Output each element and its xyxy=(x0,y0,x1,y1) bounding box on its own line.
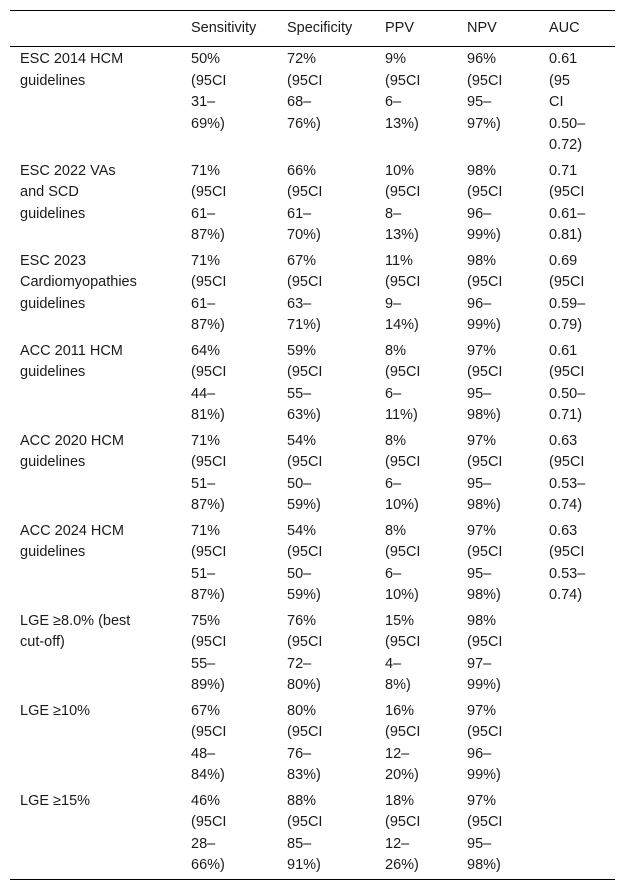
ppv-cell-line: 11%) xyxy=(385,407,418,423)
auc-cell xyxy=(539,699,615,789)
table-row xyxy=(10,789,615,880)
npv-cell xyxy=(457,429,539,519)
npv-cell xyxy=(457,47,539,159)
ppv-cell-line: 4– xyxy=(385,655,402,672)
sensitivity-cell-line: 75% xyxy=(191,612,221,629)
npv-cell-line: 95– xyxy=(467,835,492,852)
npv-cell-line: 95– xyxy=(467,94,492,110)
npv-cell-line: 96– xyxy=(467,295,492,312)
table-row xyxy=(10,519,615,609)
specificity-cell-line: 80%) xyxy=(287,677,321,693)
sensitivity-cell-line: (95CI xyxy=(191,634,227,650)
specificity-cell-line: 91%) xyxy=(287,857,321,873)
specificity-cell-line: 59% xyxy=(287,342,317,359)
criteria-cell xyxy=(10,789,181,880)
auc-cell-line: 0.74) xyxy=(549,497,583,513)
specificity-cell-line: 76% xyxy=(287,612,317,629)
ppv-cell-line: (95CI xyxy=(385,274,421,290)
criteria-cell xyxy=(10,159,181,249)
ppv-cell-line: 20%) xyxy=(385,767,419,783)
specificity-cell-line: 67% xyxy=(287,252,317,269)
ppv-cell xyxy=(375,339,457,429)
ppv-cell-line: 12– xyxy=(385,745,410,762)
npv-cell-line: 98% xyxy=(467,162,497,179)
npv-cell-line: 97– xyxy=(467,655,492,672)
criteria-cell-line: ACC 2024 HCM xyxy=(20,522,124,539)
auc-cell-line: 0.61 xyxy=(549,342,578,359)
table-row xyxy=(10,609,615,699)
criteria-cell xyxy=(10,47,181,159)
sensitivity-cell xyxy=(181,249,277,339)
sensitivity-cell-line: 50% xyxy=(191,51,221,67)
auc-cell-line: 0.61 xyxy=(549,51,578,67)
table-row xyxy=(10,699,615,789)
npv-cell xyxy=(457,789,539,880)
sensitivity-cell-line: (95CI xyxy=(191,544,227,560)
sensitivity-cell-line: 87%) xyxy=(191,317,225,333)
ppv-cell-line: (95CI xyxy=(385,814,421,830)
npv-cell-line: 95– xyxy=(467,385,492,402)
npv-cell-line: 97% xyxy=(467,342,497,359)
npv-cell-line: 98% xyxy=(467,612,497,629)
specificity-cell-line: 54% xyxy=(287,432,317,449)
auc-cell xyxy=(539,789,615,880)
ppv-cell-line: 8% xyxy=(385,432,406,449)
ppv-cell-line: (95CI xyxy=(385,454,421,470)
specificity-cell xyxy=(277,339,375,429)
auc-cell-line: 0.69 xyxy=(549,252,578,269)
auc-cell xyxy=(539,159,615,249)
sensitivity-cell-line: 69%) xyxy=(191,115,225,132)
specificity-cell xyxy=(277,699,375,789)
results-table-container xyxy=(10,10,615,880)
auc-cell-line: 0.53– xyxy=(549,565,586,582)
specificity-cell-line: 85– xyxy=(287,835,312,852)
table-row xyxy=(10,47,615,159)
auc-cell-line: (95CI xyxy=(549,274,585,290)
sensitivity-cell xyxy=(181,519,277,609)
ppv-cell-line: 10%) xyxy=(385,497,419,513)
ppv-cell-line: 9% xyxy=(385,51,406,67)
npv-cell-line: 97% xyxy=(467,702,497,719)
ppv-cell-line: 8% xyxy=(385,342,406,359)
specificity-cell-line: (95CI xyxy=(287,274,323,290)
auc-cell-line: 0.59– xyxy=(549,295,586,312)
npv-cell-line: 97% xyxy=(467,522,497,539)
sensitivity-cell xyxy=(181,699,277,789)
auc-cell-line: 0.71) xyxy=(549,407,583,423)
ppv-cell xyxy=(375,519,457,609)
specificity-cell xyxy=(277,429,375,519)
npv-cell-line: 99%) xyxy=(467,767,501,783)
npv-cell-line: (95CI xyxy=(467,184,503,200)
npv-cell-line: 97% xyxy=(467,432,497,449)
sensitivity-cell-line: 67% xyxy=(191,702,221,719)
specificity-cell-line: 88% xyxy=(287,792,317,809)
ppv-cell-line: (95CI xyxy=(385,724,421,740)
npv-cell-line: (95CI xyxy=(467,364,503,380)
specificity-cell xyxy=(277,609,375,699)
ppv-cell-line: (95CI xyxy=(385,544,421,560)
sensitivity-cell-line: (95CI xyxy=(191,814,227,830)
sensitivity-cell-line: 48– xyxy=(191,745,216,762)
ppv-cell-line: 18% xyxy=(385,792,415,809)
sensitivity-cell-line: 55– xyxy=(191,655,216,672)
criteria-cell-line: LGE ≥10% xyxy=(20,702,91,719)
ppv-cell xyxy=(375,429,457,519)
sensitivity-cell-line: 28– xyxy=(191,835,216,852)
criteria-cell-line: ACC 2011 HCM xyxy=(20,342,123,359)
ppv-cell-line: 11% xyxy=(385,252,413,269)
ppv-cell-line: 13%) xyxy=(385,115,419,132)
npv-cell-line: 96% xyxy=(467,51,497,67)
specificity-cell-line: 63– xyxy=(287,295,312,312)
diagnostic-performance-table xyxy=(10,10,615,880)
npv-cell-line: 96– xyxy=(467,205,492,222)
auc-cell-line: 0.71 xyxy=(549,162,578,179)
sensitivity-cell-line: 64% xyxy=(191,342,221,359)
sensitivity-cell-line: 51– xyxy=(191,565,216,582)
auc-cell-line: (95 xyxy=(549,72,570,89)
npv-cell-line: 99%) xyxy=(467,677,501,693)
ppv-cell-line: (95CI xyxy=(385,72,421,89)
criteria-cell-line: guidelines xyxy=(20,295,86,312)
ppv-cell-line: 8% xyxy=(385,522,406,539)
ppv-cell xyxy=(375,609,457,699)
ppv-cell xyxy=(375,159,457,249)
auc-cell-line: 0.63 xyxy=(549,432,578,449)
specificity-cell-line: (95CI xyxy=(287,184,323,200)
specificity-cell-line: 72– xyxy=(287,655,312,672)
ppv-cell-line: 6– xyxy=(385,94,402,110)
specificity-cell-line: 72% xyxy=(287,51,317,67)
sensitivity-cell-line: 61– xyxy=(191,205,216,222)
sensitivity-cell-line: 87%) xyxy=(191,497,225,513)
header-ppv: PPV xyxy=(375,11,457,47)
specificity-cell-line: (95CI xyxy=(287,364,323,380)
ppv-cell-line: (95CI xyxy=(385,184,421,200)
auc-cell-line: 0.79) xyxy=(549,317,583,333)
specificity-cell xyxy=(277,789,375,880)
table-row xyxy=(10,159,615,249)
sensitivity-cell-line: 87%) xyxy=(191,227,225,243)
criteria-cell-line: guidelines xyxy=(20,364,86,380)
npv-cell-line: 97%) xyxy=(467,115,501,132)
specificity-cell-line: (95CI xyxy=(287,72,323,89)
criteria-cell xyxy=(10,249,181,339)
criteria-cell xyxy=(10,339,181,429)
auc-cell-line: (95CI xyxy=(549,364,585,380)
npv-cell-line: 97% xyxy=(467,792,497,809)
auc-cell xyxy=(539,519,615,609)
auc-cell-line: 0.72) xyxy=(549,137,583,153)
ppv-cell xyxy=(375,249,457,339)
npv-cell-line: (95CI xyxy=(467,454,503,470)
specificity-cell-line: (95CI xyxy=(287,544,323,560)
sensitivity-cell-line: 87%) xyxy=(191,587,225,603)
header-sensitivity: Sensitivity xyxy=(181,11,277,47)
specificity-cell-line: 83%) xyxy=(287,767,321,783)
table-row xyxy=(10,249,615,339)
sensitivity-cell xyxy=(181,789,277,880)
criteria-cell-line: guidelines xyxy=(20,454,86,470)
npv-cell-line: (95CI xyxy=(467,72,503,89)
sensitivity-cell-line: 71% xyxy=(191,162,221,179)
specificity-cell-line: (95CI xyxy=(287,634,323,650)
sensitivity-cell-line: 71% xyxy=(191,252,221,269)
specificity-cell-line: 55– xyxy=(287,385,312,402)
auc-cell-line: (95CI xyxy=(549,184,585,200)
specificity-cell-line: 68– xyxy=(287,94,312,110)
specificity-cell-line: 66% xyxy=(287,162,317,179)
npv-cell-line: 98%) xyxy=(467,587,501,603)
npv-cell-line: 98% xyxy=(467,252,497,269)
ppv-cell-line: 13%) xyxy=(385,227,419,243)
sensitivity-cell xyxy=(181,159,277,249)
criteria-cell-line: cut-off) xyxy=(20,634,65,650)
npv-cell-line: 95– xyxy=(467,475,492,492)
ppv-cell-line: (95CI xyxy=(385,634,421,650)
criteria-cell-line: guidelines xyxy=(20,544,86,560)
sensitivity-cell-line: 61– xyxy=(191,295,216,312)
specificity-cell-line: 59%) xyxy=(287,497,321,513)
sensitivity-cell-line: 46% xyxy=(191,792,221,809)
sensitivity-cell-line: (95CI xyxy=(191,72,227,89)
header-npv: NPV xyxy=(457,11,539,47)
npv-cell xyxy=(457,609,539,699)
criteria-cell-line: Cardiomyopathies xyxy=(20,274,137,290)
sensitivity-cell-line: (95CI xyxy=(191,184,227,200)
criteria-cell xyxy=(10,519,181,609)
npv-cell-line: (95CI xyxy=(467,274,503,290)
ppv-cell xyxy=(375,47,457,159)
sensitivity-cell-line: (95CI xyxy=(191,364,227,380)
sensitivity-cell-line: (95CI xyxy=(191,274,227,290)
sensitivity-cell xyxy=(181,47,277,159)
ppv-cell-line: 14%) xyxy=(385,317,419,333)
specificity-cell xyxy=(277,159,375,249)
npv-cell xyxy=(457,339,539,429)
sensitivity-cell-line: 44– xyxy=(191,385,216,402)
npv-cell xyxy=(457,519,539,609)
npv-cell-line: 98%) xyxy=(467,497,501,513)
npv-cell-line: 99%) xyxy=(467,317,501,333)
sensitivity-cell-line: 71% xyxy=(191,522,221,539)
header-auc: AUC xyxy=(539,11,615,47)
sensitivity-cell-line: 66%) xyxy=(191,857,225,873)
ppv-cell-line: 9– xyxy=(385,295,402,312)
auc-cell-line: (95CI xyxy=(549,544,585,560)
ppv-cell-line: 6– xyxy=(385,475,402,492)
npv-cell xyxy=(457,699,539,789)
specificity-cell-line: 80% xyxy=(287,702,317,719)
ppv-cell xyxy=(375,789,457,880)
sensitivity-cell-line: 84%) xyxy=(191,767,225,783)
specificity-cell xyxy=(277,47,375,159)
specificity-cell-line: 70%) xyxy=(287,227,321,243)
auc-cell xyxy=(539,429,615,519)
ppv-cell-line: 12– xyxy=(385,835,410,852)
specificity-cell xyxy=(277,249,375,339)
npv-cell-line: 95– xyxy=(467,565,492,582)
auc-cell xyxy=(539,609,615,699)
auc-cell xyxy=(539,249,615,339)
specificity-cell-line: (95CI xyxy=(287,814,323,830)
criteria-cell-line: guidelines xyxy=(20,205,86,222)
npv-cell xyxy=(457,159,539,249)
ppv-cell-line: 10%) xyxy=(385,587,419,603)
ppv-cell-line: 8– xyxy=(385,205,402,222)
sensitivity-cell-line: 31– xyxy=(191,94,216,110)
auc-cell-line: 0.63 xyxy=(549,522,578,539)
sensitivity-cell-line: (95CI xyxy=(191,454,227,470)
sensitivity-cell xyxy=(181,609,277,699)
specificity-cell-line: 61– xyxy=(287,205,312,222)
criteria-cell-line: LGE ≥15% xyxy=(20,792,91,809)
auc-cell-line: 0.74) xyxy=(549,587,583,603)
specificity-cell-line: 54% xyxy=(287,522,317,539)
criteria-cell xyxy=(10,699,181,789)
specificity-cell-line: 63%) xyxy=(287,407,321,423)
ppv-cell xyxy=(375,699,457,789)
sensitivity-cell-line: 89%) xyxy=(191,677,225,693)
table-body xyxy=(10,47,615,880)
criteria-cell xyxy=(10,609,181,699)
npv-cell-line: 99%) xyxy=(467,227,501,243)
specificity-cell xyxy=(277,519,375,609)
auc-cell xyxy=(539,47,615,159)
criteria-cell-line: guidelines xyxy=(20,72,86,89)
auc-cell-line: 0.81) xyxy=(549,227,583,243)
table-row xyxy=(10,429,615,519)
criteria-cell-line: ESC 2022 VAs xyxy=(20,162,116,179)
sensitivity-cell-line: 71% xyxy=(191,432,221,449)
npv-cell-line: (95CI xyxy=(467,724,503,740)
sensitivity-cell xyxy=(181,339,277,429)
npv-cell xyxy=(457,249,539,339)
npv-cell-line: 98%) xyxy=(467,857,501,873)
criteria-cell-line: ESC 2014 HCM xyxy=(20,51,124,67)
criteria-cell-line: ESC 2023 xyxy=(20,252,87,269)
sensitivity-cell xyxy=(181,429,277,519)
ppv-cell-line: 26%) xyxy=(385,857,419,873)
npv-cell-line: (95CI xyxy=(467,544,503,560)
criteria-cell xyxy=(10,429,181,519)
auc-cell-line: 0.53– xyxy=(549,475,586,492)
header-specificity: Specificity xyxy=(277,11,375,47)
ppv-cell-line: 10% xyxy=(385,162,415,179)
table-header xyxy=(10,11,615,47)
specificity-cell-line: 50– xyxy=(287,565,312,582)
header-row xyxy=(10,11,615,47)
criteria-cell-line: and SCD xyxy=(20,184,79,200)
specificity-cell-line: 59%) xyxy=(287,587,321,603)
npv-cell-line: 96– xyxy=(467,745,492,762)
npv-cell-line: (95CI xyxy=(467,634,503,650)
specificity-cell-line: 76%) xyxy=(287,115,321,132)
specificity-cell-line: 50– xyxy=(287,475,312,492)
auc-cell-line: 0.61– xyxy=(549,205,586,222)
auc-cell xyxy=(539,339,615,429)
auc-cell-line: CI xyxy=(549,94,564,110)
specificity-cell-line: (95CI xyxy=(287,454,323,470)
auc-cell-line: 0.50– xyxy=(549,385,586,402)
auc-cell-line: (95CI xyxy=(549,454,585,470)
ppv-cell-line: (95CI xyxy=(385,364,421,380)
specificity-cell-line: 76– xyxy=(287,745,312,762)
ppv-cell-line: 6– xyxy=(385,565,402,582)
npv-cell-line: (95CI xyxy=(467,814,503,830)
ppv-cell-line: 15% xyxy=(385,612,415,629)
sensitivity-cell-line: 51– xyxy=(191,475,216,492)
ppv-cell-line: 16% xyxy=(385,702,415,719)
header-criteria xyxy=(10,11,181,47)
sensitivity-cell-line: 81%) xyxy=(191,407,225,423)
ppv-cell-line: 6– xyxy=(385,385,402,402)
ppv-cell-line: 8%) xyxy=(385,677,411,693)
table-row xyxy=(10,339,615,429)
specificity-cell-line: 71%) xyxy=(287,317,321,333)
npv-cell-line: 98%) xyxy=(467,407,501,423)
sensitivity-cell-line: (95CI xyxy=(191,724,227,740)
criteria-cell-line: ACC 2020 HCM xyxy=(20,432,124,449)
specificity-cell-line: (95CI xyxy=(287,724,323,740)
auc-cell-line: 0.50– xyxy=(549,115,586,132)
criteria-cell-line: LGE ≥8.0% (best xyxy=(20,612,131,629)
